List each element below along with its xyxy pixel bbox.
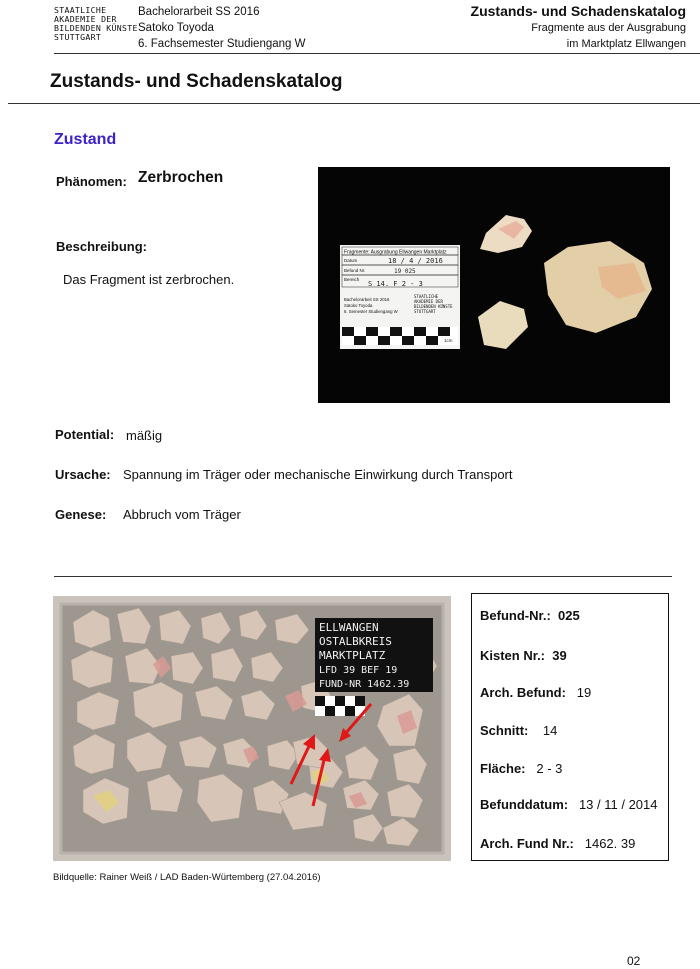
logo-line: AKADEMIE DER — [54, 14, 117, 24]
header-line: Bachelorarbeit SS 2016 — [138, 6, 260, 18]
section-divider — [54, 576, 672, 577]
card-foot-line: Bachelorarbeit SS 2016 — [344, 297, 390, 302]
card-title: Fragmente: Ausgrabung Ellwangen Marktplatz — [344, 249, 447, 256]
kisten-label: Kisten Nr.: — [480, 648, 546, 663]
potential-value: mäßig — [126, 428, 163, 443]
fragment-box-photo — [53, 596, 451, 861]
find-info-box — [471, 593, 669, 861]
phaenomen-value: Zerbrochen — [138, 169, 224, 186]
header-catalog-title: Zustands- und Schadenskatalog — [470, 3, 686, 19]
section-title: Zustand — [54, 131, 117, 148]
card-befund-label: Befund Nr. — [344, 268, 366, 273]
arch-fund-label: Arch. Fund Nr.: — [480, 836, 574, 851]
beschreibung-label: Beschreibung: — [56, 239, 148, 254]
arch-fund-value: 1462. 39 — [584, 836, 636, 851]
sign-line: FUND-NR 1462.39 — [319, 679, 410, 690]
header-info — [138, 4, 305, 52]
card-datum-value: 18 / 4 / 2016 — [388, 257, 443, 265]
phaenomen-label: Phänomen: — [56, 174, 127, 189]
flaeche-row — [480, 761, 562, 776]
schnitt-label: Schnitt: — [480, 723, 529, 738]
academy-logo — [54, 6, 138, 42]
befunddatum-row — [480, 797, 658, 812]
card-logo-line: AKADEMIE DER — [414, 299, 443, 304]
card-befund-value: 19 025 — [394, 268, 416, 275]
header-subtitle: Fragmente aus der Ausgrabung — [531, 22, 686, 34]
fragment-photo — [318, 167, 670, 403]
genese-label: Genese: — [55, 507, 107, 522]
fragment-box-drawing — [53, 596, 451, 861]
kisten-value: 39 — [552, 648, 567, 663]
arch-befund-value: 19 — [576, 685, 592, 700]
header-subtitle: im Marktplatz Ellwangen — [566, 38, 686, 50]
box-scale-bar — [315, 696, 365, 716]
kisten-row — [480, 648, 567, 663]
card-foot-line: 6. Semester Studiengang W — [344, 309, 398, 314]
image-caption: Bildquelle: Rainer Weiß / LAD Baden-Würtemberg (27.04.2016) — [53, 872, 321, 883]
arch-fund-row — [480, 836, 635, 851]
sign-line: ELLWANGEN — [319, 621, 379, 634]
beschreibung-value: Das Fragment ist zerbrochen. — [63, 272, 235, 287]
logo-line: BILDENDEN KÜNSTE — [54, 23, 138, 33]
page-number: 02 — [627, 954, 641, 968]
flaeche-label: Fläche: — [480, 761, 526, 776]
title-rule — [8, 103, 700, 104]
header-line: Satoko Toyoda — [138, 22, 214, 34]
sign-line: MARKTPLATZ — [319, 649, 386, 662]
flaeche-value: 2 - 3 — [536, 761, 563, 776]
card-logo-line: STUTTGART — [414, 309, 436, 314]
card-logo-line: STAATLICHE — [414, 294, 439, 299]
arch-befund-row — [480, 685, 591, 700]
header-right — [471, 2, 686, 52]
befund-nr-row — [480, 608, 580, 623]
scale-label: 1cm — [444, 338, 453, 343]
card-datum-label: Datum — [344, 258, 358, 263]
arch-befund-label: Arch. Befund: — [480, 685, 566, 700]
befunddatum-label: Befunddatum: — [480, 797, 569, 812]
scale-bar — [342, 327, 458, 345]
fragment-small-bottom — [478, 301, 528, 349]
sign-line: OSTALBKREIS — [319, 635, 392, 648]
find-sign — [315, 618, 433, 692]
page-title: Zustands- und Schadenskatalog — [50, 71, 343, 92]
card-bereich-label: Bereich — [344, 277, 360, 282]
header-rule — [54, 53, 700, 54]
card-bereich-value: S 14. F 2 - 3 — [368, 280, 423, 288]
fragment-photo-drawing — [318, 167, 670, 403]
potential-label: Potential: — [55, 427, 115, 442]
schnitt-row — [480, 723, 557, 738]
genese-value: Abbruch vom Träger — [123, 507, 241, 522]
logo-line: STAATLICHE — [54, 5, 107, 15]
ursache-value: Spannung im Träger oder mechanische Einwirkung durch Transport — [123, 467, 513, 482]
schnitt-value: 14 — [542, 723, 558, 738]
card-foot-line: Satoko Toyoda — [344, 303, 373, 308]
ursache-label: Ursache: — [55, 467, 111, 482]
befund-nr-value: 025 — [558, 608, 580, 623]
logo-line: STUTTGART — [54, 32, 102, 42]
card-logo-line: BILDENDEN KÜNSTE — [414, 304, 453, 309]
befunddatum-value: 13 / 11 / 2014 — [578, 797, 658, 812]
header-line: 6. Fachsemester Studiengang W — [138, 38, 306, 50]
befund-nr-label: Befund-Nr.: — [480, 608, 551, 623]
sign-line: LFD 39 BEF 19 — [319, 665, 398, 676]
